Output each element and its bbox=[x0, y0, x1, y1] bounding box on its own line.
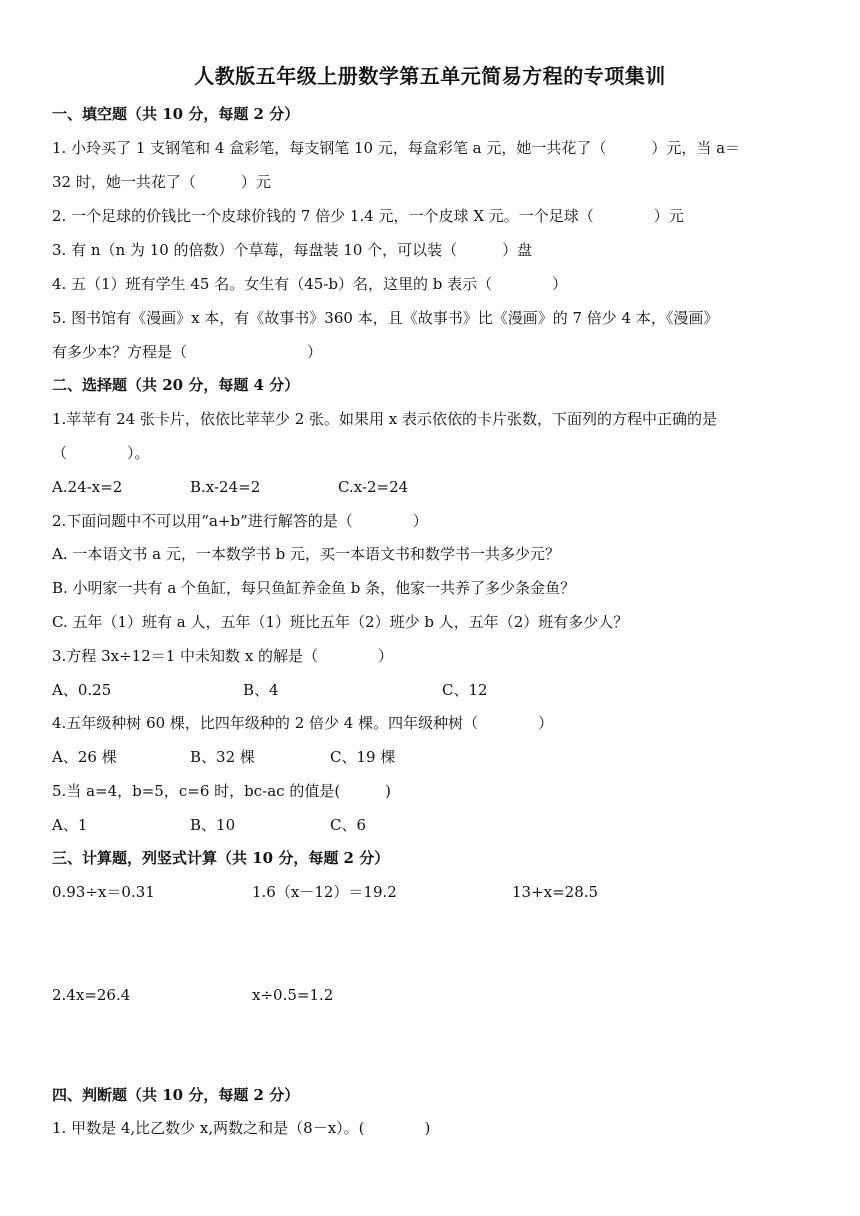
choice-q5-option-c: C、6 bbox=[330, 816, 367, 834]
choice-q2-option-c: C. 五年（1）班有 a 人，五年（1）班比五年（2）班少 b 人，五年（2）班有多少人？ bbox=[52, 613, 629, 631]
choice-q3-option-b: B、4 bbox=[243, 681, 279, 699]
calc-equation-4: 2.4x=26.4 bbox=[52, 986, 131, 1004]
calc-equation-5: x÷0.5=1.2 bbox=[252, 986, 334, 1004]
choice-q3: 3.方程 3x÷12＝1 中未知数 x 的解是（ ） bbox=[52, 647, 394, 665]
calc-equation-2: 1.6（x－12）＝19.2 bbox=[252, 883, 397, 901]
choice-q4-option-b: B、32 棵 bbox=[190, 748, 255, 766]
choice-q5: 5.当 a=4，b=5，c=6 时，bc-ac 的值是( ) bbox=[52, 782, 392, 800]
choice-q1-option-a: A.24-x=2 bbox=[52, 478, 123, 496]
choice-q5-option-b: B、10 bbox=[190, 816, 236, 834]
choice-q2-option-a: A. 一本语文书 a 元，一本数学书 b 元，买一本语文书和数学书一共多少元？ bbox=[52, 545, 560, 563]
choice-q1-option-c: C.x-2=24 bbox=[338, 478, 409, 496]
choice-q3-option-c: C、12 bbox=[442, 681, 488, 699]
fill-q5-line2: 有多少本？方程是（ ） bbox=[52, 343, 323, 361]
choice-q1-line2: （ ）。 bbox=[52, 444, 150, 462]
section-calc-heading: 三、计算题，列竖式计算（共 10 分，每题 2 分） bbox=[52, 849, 390, 867]
fill-q4: 4. 五（1）班有学生 45 名。女生有（45-b）名，这里的 b 表示（ ） bbox=[52, 275, 568, 293]
section-judge-heading: 四、判断题（共 10 分，每题 2 分） bbox=[52, 1086, 300, 1104]
choice-q2-option-b: B. 小明家一共有 a 个鱼缸，每只鱼缸养金鱼 b 条，他家一共养了多少条金鱼？ bbox=[52, 579, 576, 597]
choice-q4-option-a: A、26 棵 bbox=[52, 748, 117, 766]
judge-q1: 1. 甲数是 4,比乙数少 x,两数之和是（8－x）。( ) bbox=[52, 1119, 431, 1137]
calc-equation-1: 0.93÷x＝0.31 bbox=[52, 883, 155, 901]
choice-q1-option-b: B.x-24=2 bbox=[190, 478, 261, 496]
fill-q2: 2. 一个足球的价钱比一个皮球价钱的 7 倍少 1.4 元，一个皮球 X 元。一个足球（ ）元 bbox=[52, 207, 684, 225]
choice-q5-option-a: A、1 bbox=[52, 816, 88, 834]
choice-q1-line1: 1.苹苹有 24 张卡片，依依比苹苹少 2 张。如果用 x 表示依依的卡片张数，下面列的方程中正确的是 bbox=[52, 410, 718, 428]
choice-q4: 4.五年级种树 60 棵，比四年级种的 2 倍少 4 棵。四年级种树（ ） bbox=[52, 714, 554, 732]
fill-q1-line2: 32 时，她一共花了（ ）元 bbox=[52, 173, 271, 191]
choice-q4-option-c: C、19 棵 bbox=[330, 748, 396, 766]
choice-q3-option-a: A、0.25 bbox=[52, 681, 112, 699]
fill-q1-line1: 1. 小玲买了 1 支钢笔和 4 盒彩笔，每支钢笔 10 元，每盒彩笔 a 元，她一共花了（ ）元，当 a＝ bbox=[52, 139, 741, 157]
fill-q5-line1: 5. 图书馆有《漫画》x 本，有《故事书》360 本，且《故事书》比《漫画》的 7 倍少 4 本，《漫画》 bbox=[52, 309, 719, 327]
calc-equation-3: 13+x=28.5 bbox=[512, 883, 599, 901]
choice-q2: 2.下面问题中不可以用“a+b”进行解答的是（ ） bbox=[52, 512, 428, 530]
page-title: 人教版五年级上册数学第五单元简易方程的专项集训 bbox=[194, 64, 666, 88]
fill-q3: 3. 有 n（n 为 10 的倍数）个草莓，每盘装 10 个，可以装（ ）盘 bbox=[52, 241, 533, 259]
section-fill-heading: 一、填空题（共 10 分，每题 2 分） bbox=[52, 105, 300, 123]
section-choice-heading: 二、选择题（共 20 分，每题 4 分） bbox=[52, 376, 300, 394]
